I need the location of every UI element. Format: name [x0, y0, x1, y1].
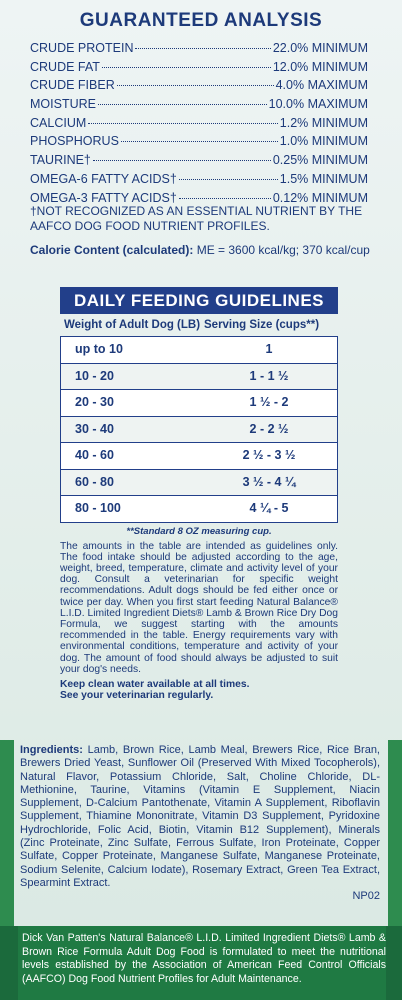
analysis-label: MOISTURE	[30, 97, 96, 112]
table-row	[61, 336, 337, 363]
leader-dots	[117, 84, 274, 86]
table-row	[61, 416, 337, 443]
analysis-label: CRUDE FIBER	[30, 78, 115, 93]
aafco-statement-bar	[0, 926, 402, 1000]
analysis-label: CRUDE FAT	[30, 59, 100, 74]
feeding-title: DAILY FEEDING GUIDELINES	[60, 287, 338, 314]
analysis-value: 22.0% MINIMUM	[272, 41, 368, 55]
cups-cell: 1 - 1 ½	[249, 368, 289, 383]
analysis-row	[30, 95, 368, 114]
product-code: NP02	[352, 890, 380, 903]
feeding-table	[60, 336, 338, 523]
analysis-row	[30, 151, 368, 170]
analysis-row	[30, 114, 368, 133]
leader-dots	[179, 197, 271, 199]
cups-cell: 2 ½ - 3 ½	[242, 448, 296, 462]
analysis-label: TAURINE†	[30, 153, 91, 168]
analysis-row	[30, 76, 368, 95]
serving-column-header: Serving Size (cups**)	[204, 319, 320, 331]
left-green-band	[0, 740, 14, 926]
calorie-label: Calorie Content (calculated):	[30, 243, 194, 257]
leader-dots	[135, 47, 270, 49]
guaranteed-analysis-list	[30, 39, 368, 207]
cups-cell: 1 ½ - 2	[249, 395, 289, 409]
water-note: Keep clean water available at all times.	[60, 678, 250, 690]
weight-cell: 80 - 100	[75, 501, 121, 515]
analysis-row	[30, 39, 368, 58]
right-green-band	[388, 740, 402, 926]
leader-dots	[93, 159, 271, 161]
analysis-label: CALCIUM	[30, 115, 87, 130]
table-row	[61, 389, 337, 416]
leader-dots	[121, 140, 278, 142]
cups-cell: 4 ¼ - 5	[249, 501, 289, 515]
table-row	[61, 469, 337, 496]
analysis-label: OMEGA-3 FATTY ACIDS†	[30, 190, 177, 205]
table-row	[61, 363, 337, 390]
analysis-value: 1.0% MINIMUM	[279, 134, 368, 149]
leader-dots	[102, 66, 271, 68]
weight-cell: 10 - 20	[75, 368, 114, 383]
ingredients-text: Lamb, Brown Rice, Lamb Meal, Brewers Rice, Rice Bran, Brewers Dried Yeast, Sunflower Oil (Preserved With Mixed Tocopherols), Natural Flavor, Potassium Chloride, Salt, Choline Chloride, DL-Methionine, Taurine, Vitamins (Vitamin E Supplement, Niacin Supplement, D-Calcium Pantothenate, Vitamin A Supplement, Riboflavin Supplement, Thiamine Mononitrate, Vitamin D3 Supplement, Pyridoxine Hydrochloride, Folic Acid, Biotin, Vitamin B12 Supplement), Minerals (Zinc Proteinate, Zinc Sulfate, Ferrous Sulfate, Iron Proteinate, Copper Sulfate, Copper Proteinate, Manganese Sulfate, Manganese Proteinate, Sodium Selenite, Calcium Iodate), Rosemary Extract, Green Tea Extract, Spearmint Extract.	[20, 744, 380, 889]
leader-dots	[88, 122, 278, 124]
cups-cell: 2 - 2 ½	[249, 421, 289, 436]
weight-cell: 60 - 80	[75, 474, 114, 489]
feeding-paragraph: The amounts in the table are intended as guidelines only. The food intake should be adjusted according to the age, weight, breed, temperature, climate and activity level of your dog. Consult a veterinarian for specific weight recommendations. Adult dogs should be fed either once or twice per day. When you first start feeding Natural Balance® L.I.D. Limited Ingredient Diets® Lamb & Brown Rice Dry Dog Formula, we suggest starting with the amounts recommended in the table. Energy requirements vary with environmental conditions, temperature and activity of your dog. The amount of food should always be adjusted to suit your dog's needs.	[60, 540, 338, 675]
analysis-value: 0.12% MINIMUM	[272, 190, 368, 205]
analysis-value: 4.0% MAXIMUM	[275, 78, 368, 93]
aafco-statement: Dick Van Patten's Natural Balance® L.I.D. Limited Ingredient Diets® Lamb & Brown Rice Formula Adult Dog Food is formulated to meet the nutritional levels established by the Association of American Feed Control Officials (AAFCO) Dog Food Nutrient Profiles for Adult Maintenance.	[18, 926, 386, 1000]
analysis-value: 1.2% MINIMUM	[279, 115, 368, 130]
analysis-value: 0.25% MINIMUM	[272, 153, 368, 168]
feeding-guidelines-box	[60, 287, 338, 702]
aafco-footnote: †NOT RECOGNIZED AS AN ESSENTIAL NUTRIENT BY THE AAFCO DOG FOOD NUTRIENT PROFILES.	[30, 204, 363, 233]
leader-dots	[179, 178, 278, 180]
analysis-value: 12.0% MINIMUM	[272, 59, 368, 74]
analysis-row	[30, 132, 368, 151]
measuring-cup-note: **Standard 8 OZ measuring cup.	[126, 525, 272, 537]
weight-cell: 30 - 40	[75, 421, 114, 436]
weight-cell: 40 - 60	[75, 448, 114, 462]
feeding-header	[60, 314, 338, 336]
calorie-content	[30, 243, 390, 258]
analysis-value: 1.5% MINIMUM	[279, 171, 368, 186]
analysis-label: CRUDE PROTEIN	[30, 41, 134, 55]
weight-cell: 20 - 30	[75, 395, 114, 409]
calorie-value: ME = 3600 kcal/kg; 370 kcal/cup	[196, 243, 370, 257]
ingredients-label: Ingredients:	[20, 744, 83, 756]
analysis-row	[30, 170, 368, 189]
cups-cell: 3 ½ - 4 ¼	[242, 474, 296, 489]
vet-note: See your veterinarian regularly.	[60, 690, 214, 702]
weight-column-header: Weight of Adult Dog (LB)	[64, 319, 201, 331]
cups-cell: 1	[265, 342, 273, 356]
leader-dots	[98, 103, 267, 105]
analysis-value: 10.0% MAXIMUM	[268, 97, 368, 112]
weight-cell: up to 10	[75, 342, 123, 356]
analysis-label: PHOSPHORUS	[30, 134, 119, 149]
analysis-label: OMEGA-6 FATTY ACIDS†	[30, 171, 177, 186]
table-row	[61, 442, 337, 469]
ingredients-block	[20, 744, 380, 904]
guaranteed-analysis-title: GUARANTEED ANALYSIS	[79, 10, 323, 31]
analysis-row	[30, 58, 368, 77]
table-row	[61, 495, 337, 522]
